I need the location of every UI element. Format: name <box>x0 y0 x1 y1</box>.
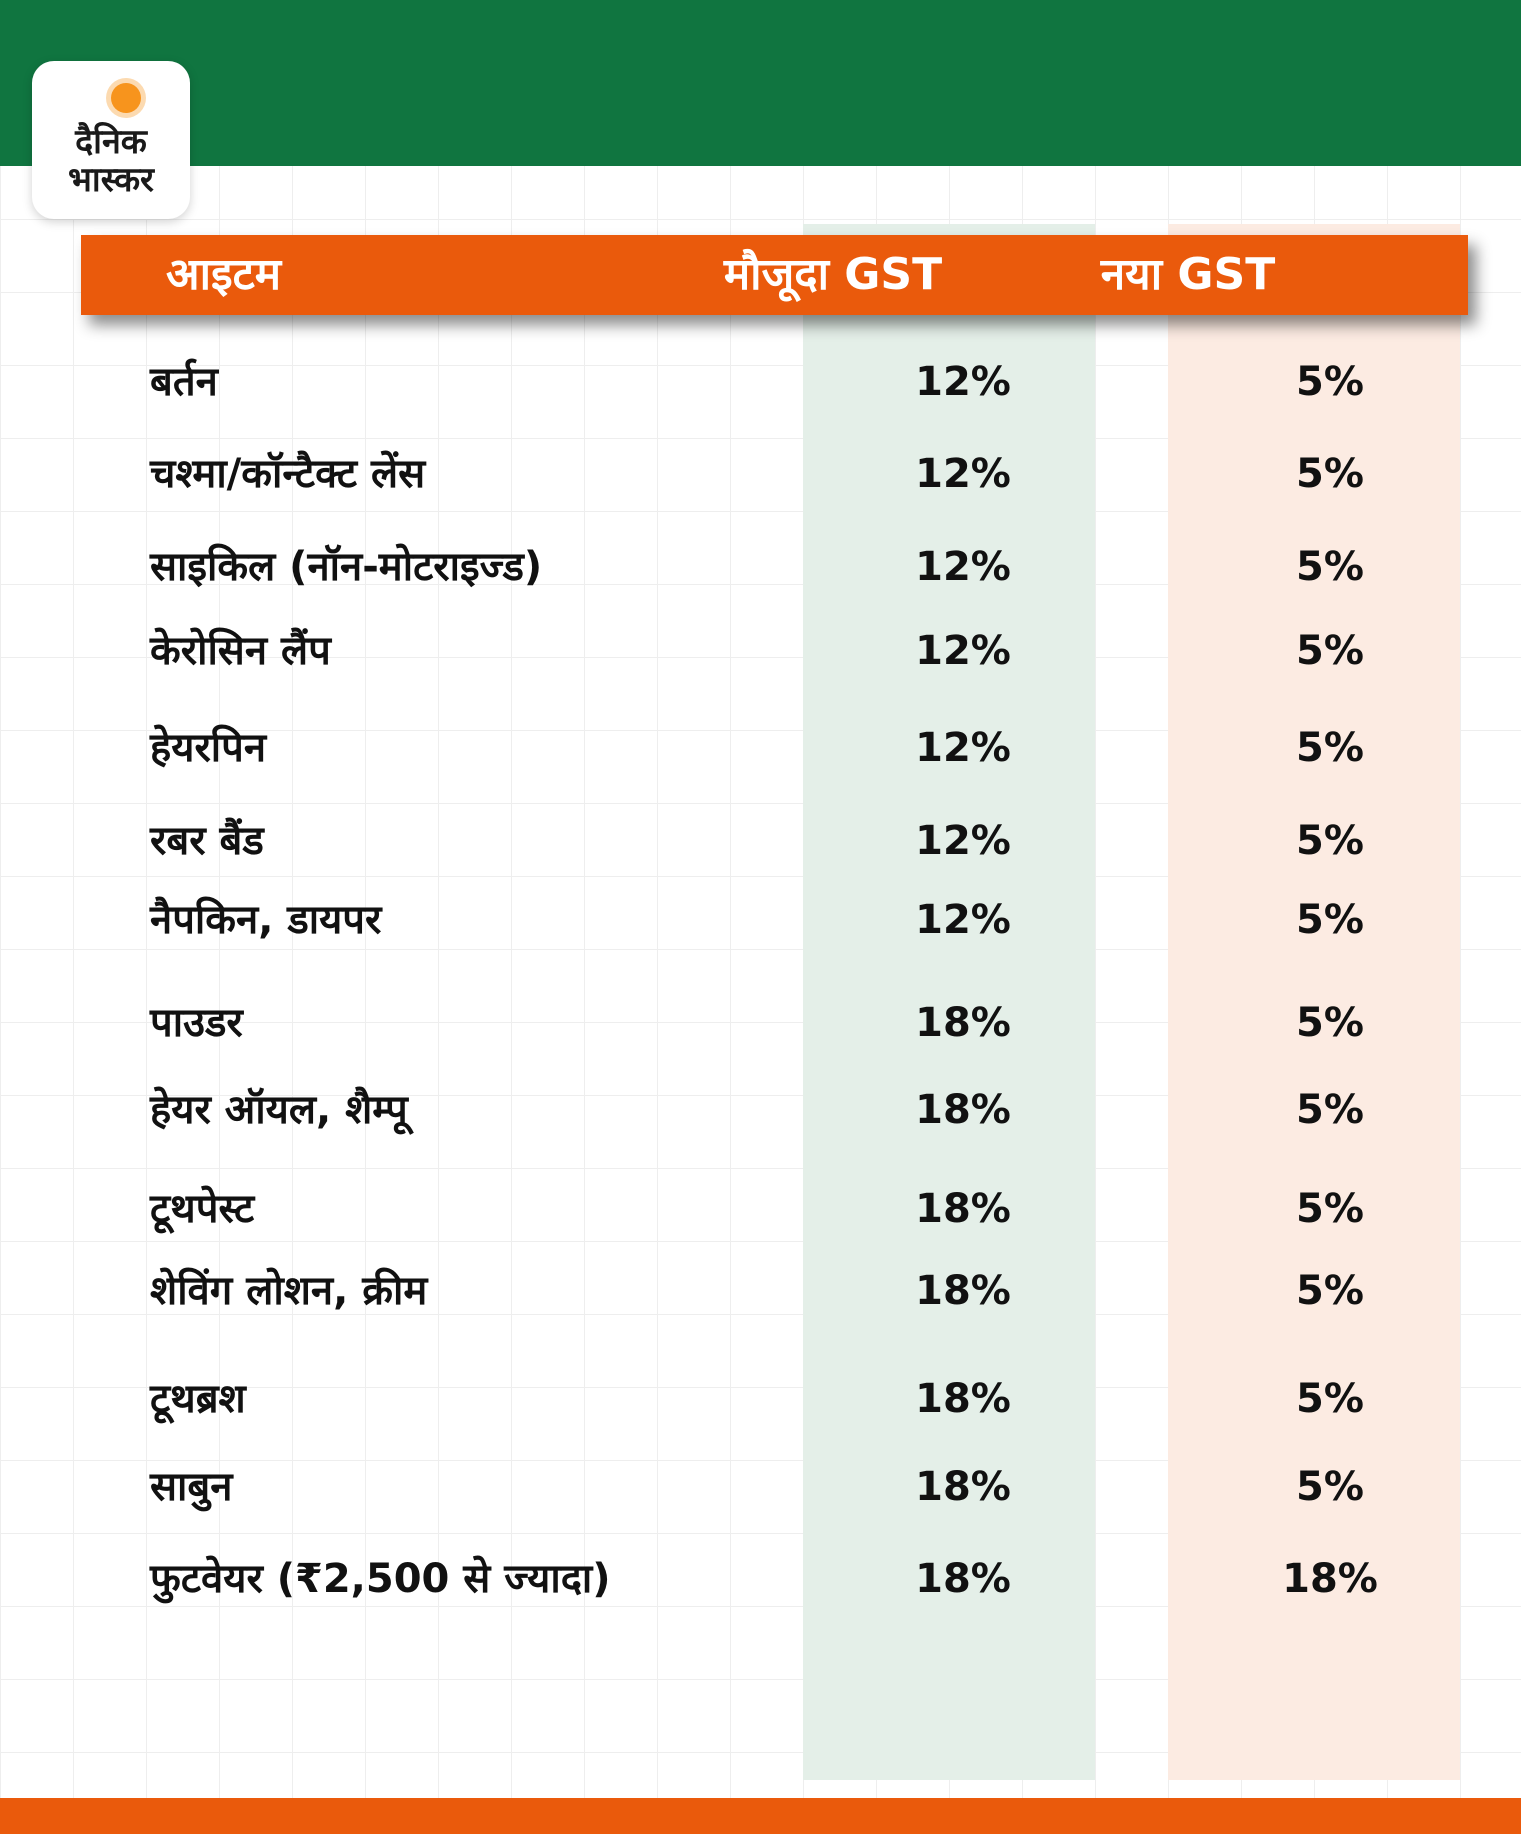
row-item-name: केरोसिन लैंप <box>150 628 331 674</box>
table-row <box>0 1261 1521 1321</box>
row-current-gst: 12% <box>915 359 1011 405</box>
header-new-gst-label: नया GST <box>1100 249 1276 300</box>
row-current-gst: 18% <box>915 1268 1011 1314</box>
row-current-gst: 18% <box>915 1087 1011 1133</box>
row-new-gst: 5% <box>1296 1186 1364 1232</box>
row-current-gst: 18% <box>915 1000 1011 1046</box>
table-row <box>0 1080 1521 1140</box>
logo-text-line1: दैनिक <box>75 122 147 162</box>
table-row <box>0 1369 1521 1429</box>
table-row <box>0 621 1521 681</box>
top-green-band <box>0 0 1521 166</box>
table-row <box>0 1457 1521 1517</box>
row-item-name: पाउडर <box>150 1000 243 1046</box>
row-new-gst: 5% <box>1296 1000 1364 1046</box>
row-new-gst: 5% <box>1296 897 1364 943</box>
row-item-name: साबुन <box>150 1464 233 1510</box>
row-current-gst: 12% <box>915 544 1011 590</box>
row-item-name: फुटवेयर (₹2,500 से ज्यादा) <box>150 1556 611 1602</box>
row-current-gst: 18% <box>915 1376 1011 1422</box>
row-item-name: शेविंग लोशन, क्रीम <box>150 1268 428 1314</box>
table-row <box>0 1549 1521 1609</box>
header-item: आइटम <box>166 249 282 300</box>
row-new-gst: 5% <box>1296 818 1364 864</box>
table-row <box>0 993 1521 1053</box>
row-new-gst: 5% <box>1296 1376 1364 1422</box>
table-row <box>0 718 1521 778</box>
row-new-gst: 5% <box>1296 359 1364 405</box>
row-new-gst: 5% <box>1296 1087 1364 1133</box>
row-new-gst: 5% <box>1296 628 1364 674</box>
table-row <box>0 537 1521 597</box>
sun-icon <box>111 83 141 113</box>
row-current-gst: 12% <box>915 818 1011 864</box>
row-new-gst: 5% <box>1296 1464 1364 1510</box>
table-header <box>81 235 1468 315</box>
row-current-gst: 18% <box>915 1464 1011 1510</box>
row-item-name: हेयरपिन <box>150 725 267 771</box>
row-item-name: नैपकिन, डायपर <box>150 897 382 943</box>
row-item-name: साइकिल (नॉन-मोटराइज्ड) <box>150 544 543 590</box>
table-row <box>0 444 1521 504</box>
table-row <box>0 811 1521 871</box>
table-row <box>0 890 1521 950</box>
row-item-name: बर्तन <box>150 359 218 405</box>
dainik-bhaskar-logo <box>32 61 190 219</box>
bottom-orange-band <box>0 1798 1521 1834</box>
row-current-gst: 12% <box>915 725 1011 771</box>
row-current-gst: 18% <box>915 1556 1011 1602</box>
row-new-gst: 5% <box>1296 451 1364 497</box>
row-new-gst: 5% <box>1296 544 1364 590</box>
table-row <box>0 1179 1521 1239</box>
row-item-name: टूथब्रश <box>150 1376 246 1422</box>
row-current-gst: 12% <box>915 451 1011 497</box>
row-item-name: हेयर ऑयल, शैम्पू <box>150 1087 408 1133</box>
header-current-gst-label: मौजूदा GST <box>723 249 943 300</box>
row-current-gst: 12% <box>915 628 1011 674</box>
table-row <box>0 352 1521 412</box>
row-new-gst: 5% <box>1296 1268 1364 1314</box>
row-new-gst: 18% <box>1282 1556 1378 1602</box>
row-item-name: टूथपेस्ट <box>150 1186 255 1232</box>
row-current-gst: 12% <box>915 897 1011 943</box>
row-item-name: चश्मा/कॉन्टैक्ट लेंस <box>150 451 426 497</box>
logo-text-line2: भास्कर <box>68 160 154 200</box>
row-current-gst: 18% <box>915 1186 1011 1232</box>
row-item-name: रबर बैंड <box>150 818 264 864</box>
row-new-gst: 5% <box>1296 725 1364 771</box>
